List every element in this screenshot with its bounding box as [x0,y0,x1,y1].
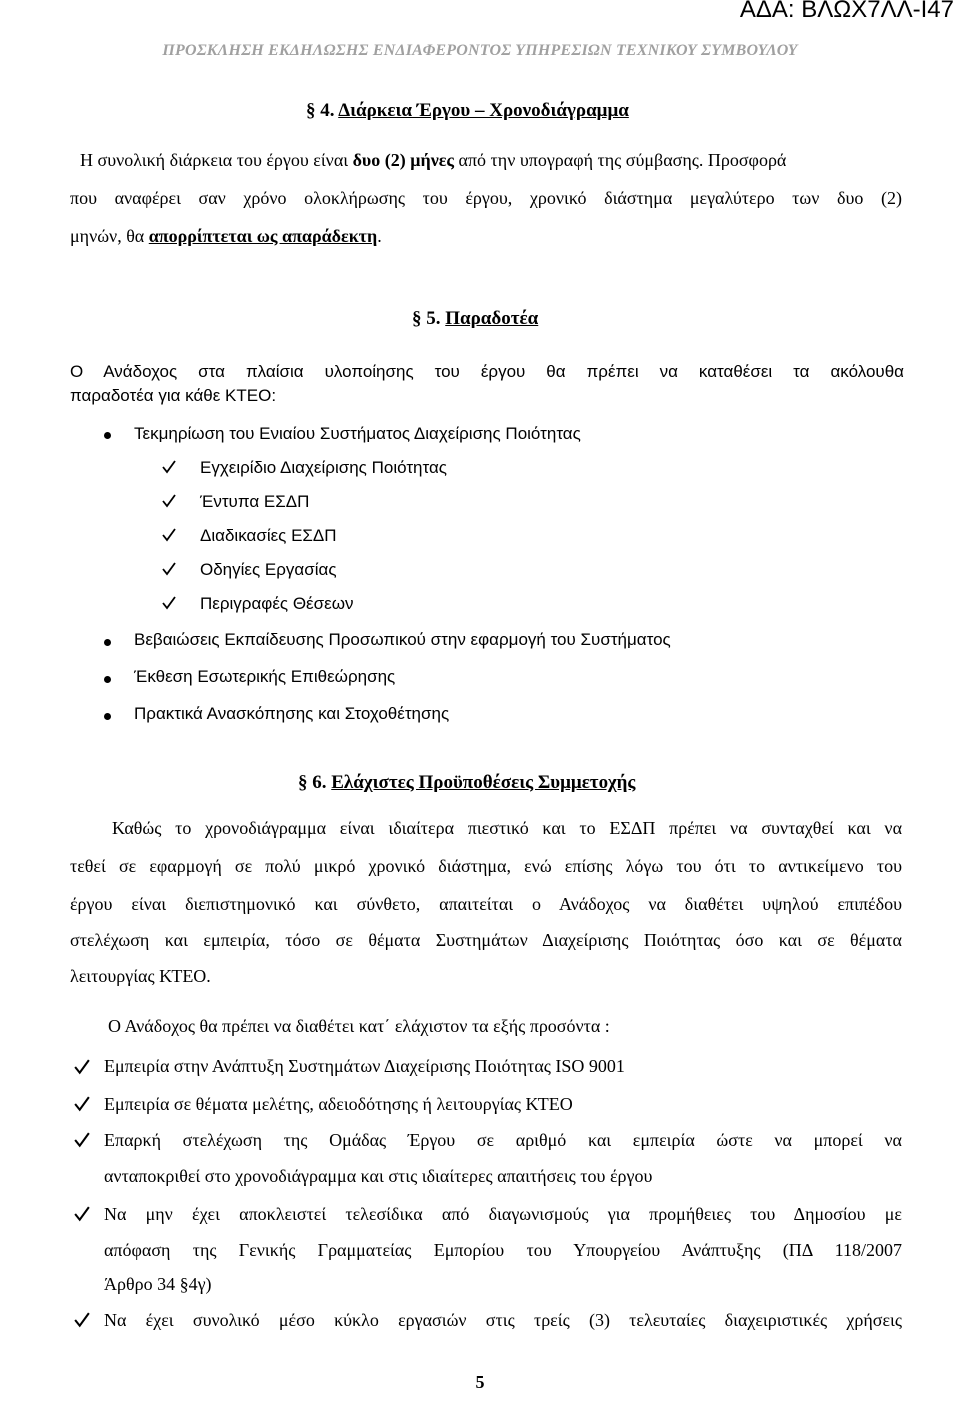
section-5-intro-line-2: παραδοτέα για κάθε ΚΤΕΟ: [70,386,277,405]
bullet-dot [104,639,111,646]
page-number: 5 [475,1372,485,1392]
running-header: ΠΡΟΣΚΛΗΣΗ ΕΚΔΗΛΩΣΗΣ ΕΝΔΙΑΦΕΡΟΝΤΟΣ ΥΠΗΡΕΣΙΩΝ ΤΕΧΝΙΚΟΥ ΣΥΜΒΟΥΛΟΥ [162,42,798,59]
qualification-item-cont: ανταποκριθεί στο χρονοδιάγραμμα και στις ιδιαίτερες απαιτήσεις του έργου [104,1166,653,1186]
section-number: 6. [312,772,327,793]
check-icon [162,596,176,610]
bullet-dot [104,676,111,683]
ada-code: ΑΔΑ: ΒΛΩΧ7ΛΛ-Ι47 [739,0,954,23]
deliverable-subitem: Έντυπα ΕΣΔΠ [200,492,310,511]
qualification-item: Εμπειρία σε θέματα μελέτης, αδειοδότησης ή λειτουργίας ΚΤΕΟ [104,1094,573,1114]
section-symbol: § [412,308,422,329]
text-run: . [377,226,382,246]
qualification-item-cont: απόφαση της Γενικής Γραμματείας Εμπορίου του Υπουργείου Ανάπτυξης (ΠΔ 118/2007 [104,1240,902,1260]
section-symbol: § [306,100,316,121]
check-icon [74,1312,90,1328]
deliverable-item: Τεκμηρίωση του Ενιαίου Συστήματος Διαχείρισης Ποιότητας [134,424,581,443]
bullet-dot [104,432,111,439]
section-6-para-line-1: Καθώς το χρονοδιάγραμμα είναι ιδιαίτερα πιεστικό και το ΕΣΔΠ πρέπει να συνταχθεί και να [112,818,902,838]
section-number: 5. [426,308,441,329]
section-title: Διάρκεια Έργου – Χρονοδιάγραμμα [338,100,629,121]
deliverable-subitem: Εγχειρίδιο Διαχείρισης Ποιότητας [200,458,447,477]
section-symbol: § [298,772,308,793]
rejection-bold: απορρίπτεται ως απαράδεκτη [148,226,378,246]
section-6-para-line-2: τεθεί σε εφαρμογή σε πολύ μικρό χρονικό διάστημα, ενώ επίσης λόγω του ότι το αντικείμενο του [70,856,902,876]
check-icon [162,494,176,508]
section-6-para-line-4: στελέχωση και εμπειρία, τόσο σε θέματα Συστημάτων Διαχείρισης Ποιότητας όσο και σε θέματα [70,930,902,950]
section-number: 4. [320,100,335,121]
qualification-item-cont: Άρθρο 34 §4γ) [104,1274,212,1294]
section-6-heading [298,772,635,794]
deliverable-item: Βεβαιώσεις Εκπαίδευσης Προσωπικού στην εφαρμογή του Συστήματος [134,630,671,649]
section-6-lead: Ο Ανάδοχος θα πρέπει να διαθέτει κατ΄ ελάχιστον τα εξής προσόντα : [108,1016,610,1036]
section-6-para-line-3: έργου είναι διεπιστημονικό και σύνθετο, απαιτείται ο Ανάδοχος να διαθέτει υψηλού επιπέδου [70,894,902,914]
deliverable-item: Έκθεση Εσωτερικής Επιθεώρησης [134,667,396,686]
section-4-heading [306,100,629,122]
section-4-line-2: που αναφέρει σαν χρόνο ολοκλήρωσης του έργου, χρονικό διάστημα μεγαλύτερο των δυο (2) [70,188,902,208]
qualification-item: Εμπειρία στην Ανάπτυξη Συστημάτων Διαχείρισης Ποιότητας ISO 9001 [104,1056,625,1076]
deliverable-subitem: Οδηγίες Εργασίας [200,560,337,579]
check-icon [162,528,176,542]
section-4-line-1 [80,142,786,178]
duration-bold: δυο (2) μήνες [352,150,455,170]
section-4-line-3 [70,218,382,254]
section-6-para-line-5: λειτουργίας ΚΤΕΟ. [70,966,211,986]
qualification-item: Να έχει συνολικό μέσο κύκλο εργασιών στις τρείς (3) τελευταίες διαχειριστικές χρήσεις [104,1310,902,1330]
deliverable-subitem: Περιγραφές Θέσεων [200,594,354,613]
text-run: Η συνολική διάρκεια του έργου είναι [80,150,353,170]
check-icon [74,1132,90,1148]
text-run: μηνών, θα [70,226,149,246]
check-icon [74,1206,90,1222]
check-icon [162,562,176,576]
section-5-intro-line-1: Ο Ανάδοχος στα πλαίσια υλοποίησης του έργου θα πρέπει να καταθέσει τα ακόλουθα [70,362,904,381]
check-icon [74,1059,90,1075]
deliverable-item: Πρακτικά Ανασκόπησης και Στοχοθέτησης [134,704,450,723]
section-title: Ελάχιστες Προϋποθέσεις Συμμετοχής [331,772,636,793]
qualification-item: Επαρκή στελέχωση της Ομάδας Έργου σε αριθμό και εμπειρία ώστε να μπορεί να [104,1130,902,1150]
bullet-dot [104,713,111,720]
text-run: από την υπογραφή της σύμβασης. Προσφορά [454,150,787,170]
section-title: Παραδοτέα [445,308,539,329]
qualification-item: Να μην έχει αποκλειστεί τελεσίδικα από διαγωνισμούς για προμήθειες του Δημοσίου με [104,1204,902,1224]
section-5-heading [412,308,538,330]
check-icon [162,460,176,474]
deliverable-subitem: Διαδικασίες ΕΣΔΠ [200,526,337,545]
check-icon [74,1096,90,1112]
